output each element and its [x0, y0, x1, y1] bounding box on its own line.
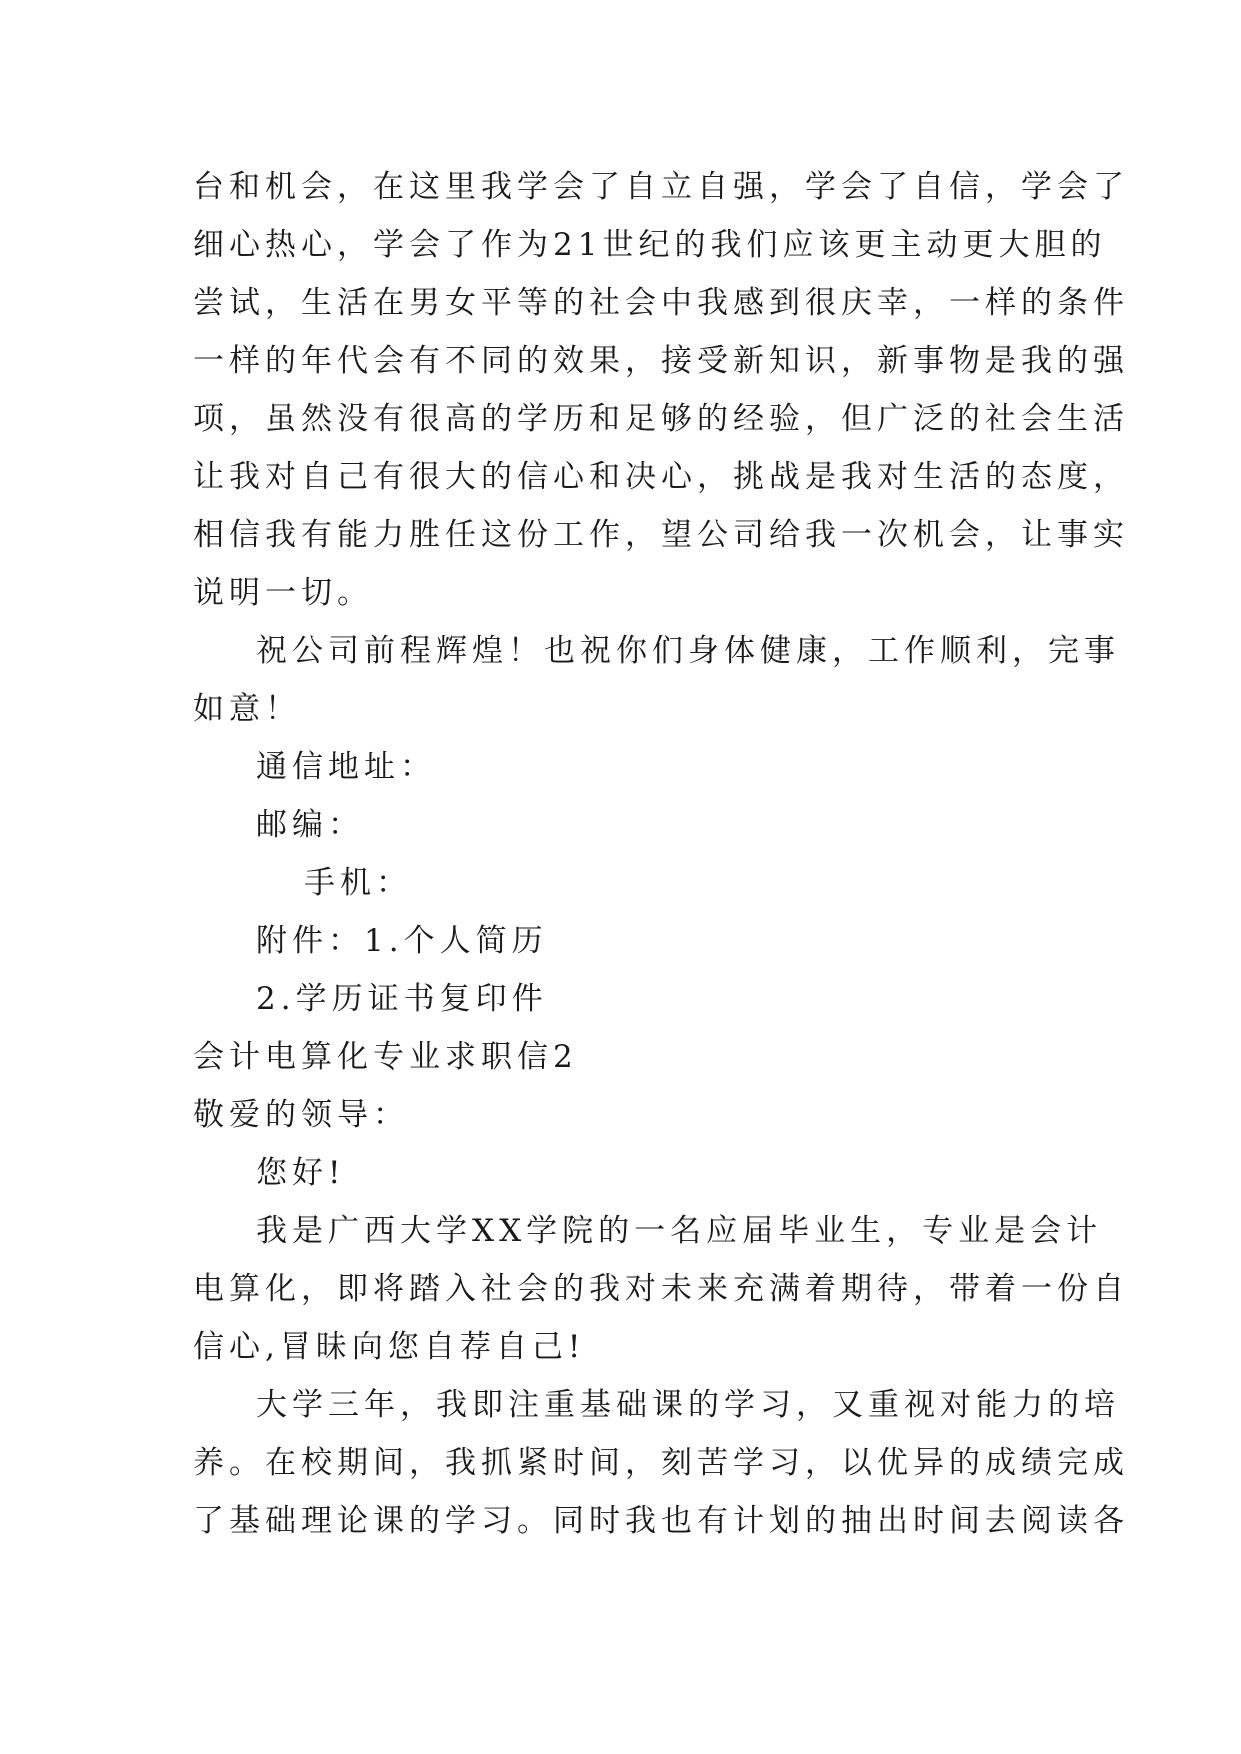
text-line: 项，虽然没有很高的学历和足够的经验，但广泛的社会生活	[193, 401, 1129, 437]
attachment-item: 附件：1.个人简历	[256, 923, 548, 959]
text-line: 尝试，生活在男女平等的社会中我感到很庆幸，一样的条件	[193, 285, 1129, 321]
text-line: 电算化，即将踏入社会的我对未来充满着期待，带着一份自	[193, 1271, 1129, 1307]
text-line: 了基础理论课的学习。同时我也有计划的抽出时间去阅读各	[193, 1503, 1129, 1539]
greeting: 您好!	[256, 1155, 346, 1191]
text-line: 一样的年代会有不同的效果，接受新知识，新事物是我的强	[193, 343, 1129, 379]
text-line: 如意！	[193, 691, 301, 727]
salutation: 敬爱的领导：	[193, 1097, 409, 1133]
text-line: 信心,冒昧向您自荐自己!	[193, 1329, 586, 1365]
text-line: 祝公司前程辉煌！也祝你们身体健康，工作顺利，完事	[256, 633, 1120, 669]
address-label: 通信地址：	[256, 749, 436, 785]
section-title: 会计电算化专业求职信2	[193, 1039, 578, 1075]
postcode-label: 邮编：	[256, 807, 364, 843]
text-line: 台和机会，在这里我学会了自立自强，学会了自信，学会了	[193, 169, 1129, 205]
attachment-item: 2.学历证书复印件	[256, 981, 548, 1017]
text-line: 说明一切。	[193, 575, 373, 611]
text-line: 相信我有能力胜任这份工作，望公司给我一次机会，让事实	[193, 517, 1129, 553]
text-line: 我是广西大学XX学院的一名应届毕业生，专业是会计	[256, 1213, 1103, 1249]
text-line: 养。在校期间，我抓紧时间，刻苦学习，以优异的成绩完成	[193, 1445, 1129, 1481]
text-line: 让我对自己有很大的信心和决心，挑战是我对生活的态度，	[193, 459, 1129, 495]
mobile-label: 手机：	[304, 865, 412, 901]
text-line: 大学三年，我即注重基础课的学习，又重视对能力的培	[256, 1387, 1120, 1423]
text-line: 细心热心，学会了作为21世纪的我们应该更主动更大胆的	[193, 227, 1107, 263]
